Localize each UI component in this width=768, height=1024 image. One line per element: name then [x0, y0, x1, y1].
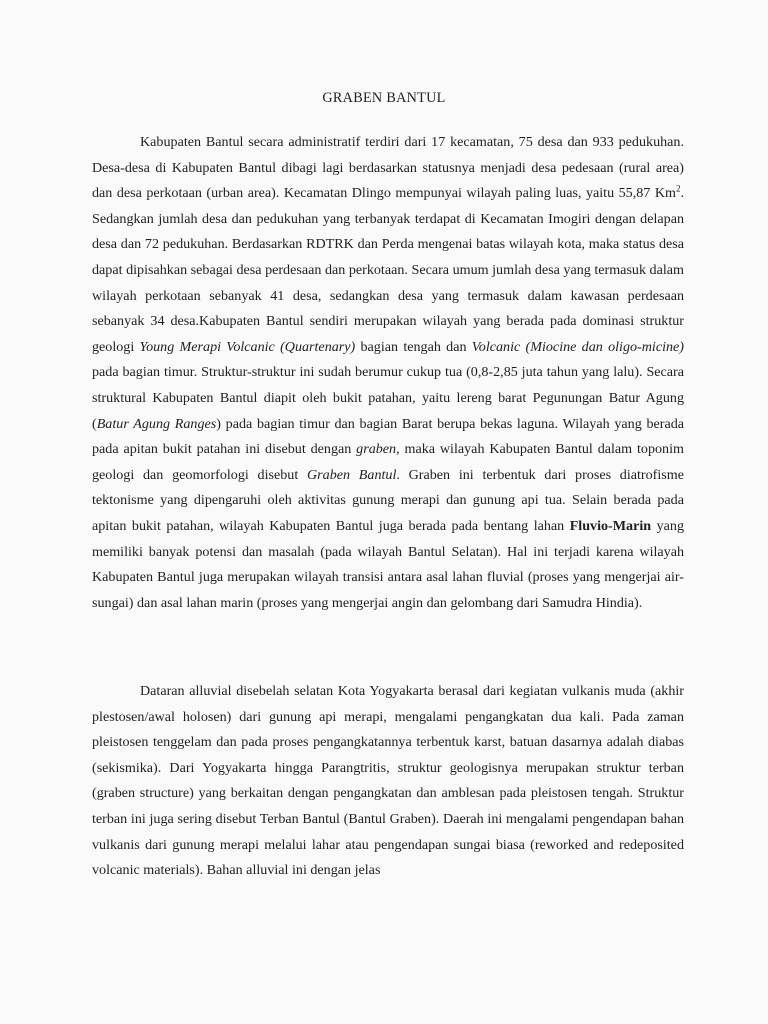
- italic-graben-bantul: Graben Bantul: [307, 466, 397, 483]
- bold-fluvio-marin: Fluvio-Marin: [569, 517, 652, 534]
- paragraph-1: [92, 130, 684, 616]
- paragraph-1-text-6: maka wilayah Kabupaten Bantul dalam toponim geologi dan geomorfologi disebut: [92, 441, 684, 483]
- italic-batur-agung-ranges: Batur Agung Ranges: [96, 415, 217, 432]
- paragraph-1-text-5: ) pada bagian timur dan bagian Barat berupa bekas laguna. Wilayah yang berada pada apitan bukit patahan ini disebut dengan: [92, 415, 685, 458]
- italic-young-merapi: Young Merapi Volcanic (Quartenary): [139, 338, 356, 355]
- paragraph-1-text-2: . Sedangkan jumlah desa dan pedukuhan yang terbanyak terdapat di Kecamatan Imogiri dengan delapan desa dan 72 pedukuhan. Berdasarkan RDTRK dan Perda mengenai batas wilayah kota, maka status desa dapat dipisahkan sebagai desa perdesaan dan perkotaan. Secara umum jumlah desa yang termasuk dalam wilayah perkotaan sebanyak 41 desa, sedangkan desa yang termasuk dalam kawasan perdesaan sebanyak 34 desa.Kabupaten Bantul sendiri merupakan wilayah yang berada pada dominasi struktur geologi: [92, 185, 684, 355]
- paragraph-1-text-3: bagian tengah dan: [355, 338, 472, 355]
- document-title: GRABEN BANTUL: [322, 90, 446, 106]
- italic-graben: graben,: [356, 441, 400, 458]
- superscript-2: 2: [675, 183, 681, 194]
- paragraph-2: Dataran alluvial disebelah selatan Kota Yogyakarta berasal dari kegiatan vulkanis muda (akhir plestosen/awal holosen) dari gunung api merapi, mengalami pengangkatan dua kali. Pada zaman pleistosen tenggelam dan pada proses pengangkatannya terbentuk karst, batuan dasarnya adalah diabas (sekismika). Dari Yogyakarta hingga Parangtritis, struktur geologisnya merupakan struktur terban (graben structure) yang berkaitan dengan pengangkatan dan amblesan pada pleistosen tengah. Struktur terban ini juga sering disebut Terban Bantul (Bantul Graben). Daerah ini mengalami pengendapan bahan vulkanis dari gunung merapi melalui lahar atau pengendapan sungai biasa (reworked and redeposited volcanic materials). Bahan alluvial ini dengan jelas: [92, 683, 684, 879]
- paragraph-1-text-7: . Graben ini terbentuk dari proses diatrofisme tektonisme yang dipengaruhi oleh aktivitas gunung merapi dan gunung api tua. Selain berada pada apitan bukit patahan, wilayah Kabupaten Bantul juga berada pada bentang lahan: [92, 466, 684, 534]
- paragraph-1-text-4: pada bagian timur. Struktur-struktur ini sudah berumur cukup tua (0,8-2,85 juta tahun yang lalu). Secara struktural Kabupaten Bantul diapit oleh bukit patahan, yaitu lereng barat Pegunungan Batur Agung (: [92, 364, 684, 432]
- paragraph-1-text-8: yang memiliki banyak potensi dan masalah (pada wilayah Bantul Selatan). Hal ini terjadi karena wilayah Kabupaten Bantul juga merupakan wilayah transisi antara asal lahan fluvial (proses yang mengerjai air-sungai) dan asal lahan marin (proses yang mengerjai angin dan gelombang dari Samudra Hindia).: [92, 517, 684, 611]
- italic-volcanic-miocine: Volcanic (Miocine dan oligo-micine): [471, 338, 684, 355]
- paragraph-1-text-1: Kabupaten Bantul secara administratif terdiri dari 17 kecamatan, 75 desa dan 933 pedukuhan. Desa-desa di Kabupaten Bantul dibagi lagi berdasarkan statusnya menjadi desa pedesaan (rural area) dan desa perkotaan (urban area). Kecamatan Dlingo mempunyai wilayah paling luas, yaitu 55,87 Km: [92, 134, 684, 202]
